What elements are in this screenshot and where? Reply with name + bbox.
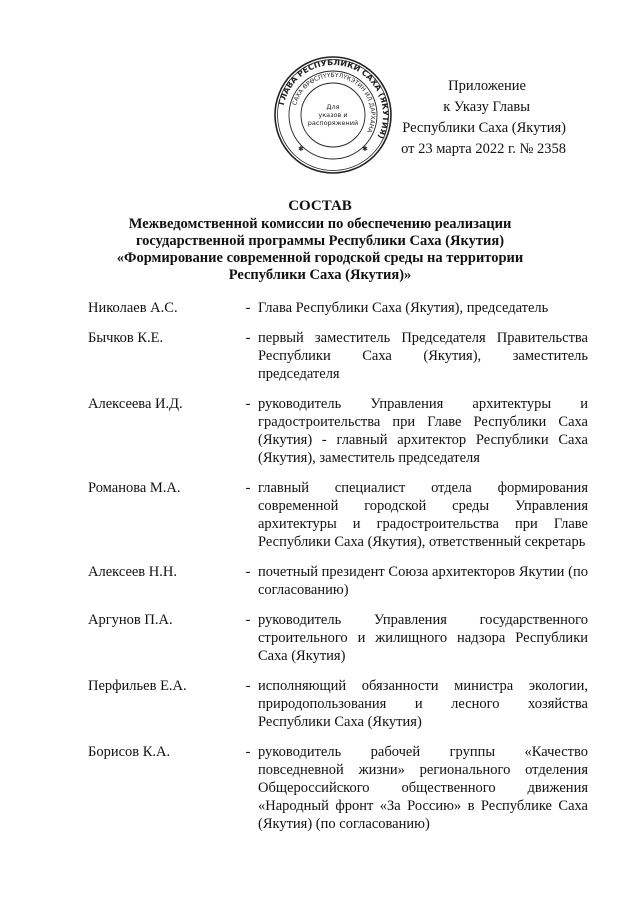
seal-star-icon: ✱ (298, 145, 304, 153)
title-line-4: Республики Саха (Якутия)» (228, 267, 412, 283)
member-dash: - (245, 300, 251, 316)
member-row (88, 743, 588, 833)
member-row (88, 479, 588, 551)
member-name: Николаев А.С. (88, 300, 178, 316)
title-line-3: «Формирование современной городской среды на территории (116, 250, 524, 266)
seal-inner-text: САХА ӨРӨСПҮҮБҮЛҮКЭТИН ИЛ ДАРХАНА (291, 71, 377, 134)
document-title (90, 198, 550, 284)
appendix-date-line: от 23 марта 2022 г. № 2358 (401, 141, 566, 157)
member-name: Алексеев Н.Н. (88, 564, 177, 580)
member-name: Алексеева И.Д. (88, 396, 183, 412)
member-role: почетный президент Союза архитекторов Якутии (по согласованию) (258, 564, 588, 598)
member-dash: - (245, 564, 251, 580)
member-row (88, 329, 588, 383)
seal-center-line-3: распоряжений (307, 119, 359, 127)
member-dash: - (245, 678, 251, 694)
member-role: руководитель рабочей группы «Качество повседневной жизни» регионального отделения Общероссийского общественного движения «Народный фронт «За Россию» в Республике Саха (Якутия) (по согласованию) (258, 744, 588, 832)
member-dash: - (245, 396, 251, 412)
seal-center-line-1: Для (326, 103, 340, 111)
member-dash: - (245, 480, 251, 496)
member-row (88, 611, 588, 665)
member-row (88, 677, 588, 731)
members-list (88, 299, 588, 845)
member-row (88, 563, 588, 599)
title-line-2: государственной программы Республики Саха (Якутия) (135, 233, 505, 249)
appendix-label: Приложение (448, 78, 526, 94)
seal-center-line-2: указов и (318, 111, 348, 119)
appendix-block (346, 76, 566, 160)
member-row (88, 299, 588, 317)
seal-star-icon: ✱ (362, 145, 368, 153)
member-dash: - (245, 744, 251, 760)
title-line-1: Межведомственной комиссии по обеспечению реализации (128, 216, 512, 232)
member-name: Аргунов П.А. (88, 612, 173, 628)
member-dash: - (245, 612, 251, 628)
member-name: Бычков К.Е. (88, 330, 164, 346)
appendix-republic-line: Республики Саха (Якутия) (402, 120, 566, 136)
title-heading: СОСТАВ (288, 198, 352, 214)
member-name: Борисов К.А. (88, 744, 171, 760)
member-row (88, 395, 588, 467)
member-role: исполняющий обязанности министра экологии, природопользования и лесного хозяйства Республики Саха (Якутия) (258, 678, 588, 730)
member-role: первый заместитель Председателя Правительства Республики Саха (Якутия), заместитель председателя (258, 330, 588, 382)
member-name: Перфильев Е.А. (88, 678, 187, 694)
member-role: руководитель Управления государственного строительного и жилищного надзора Республики Саха (Якутия) (258, 612, 588, 664)
member-dash: - (245, 330, 251, 346)
member-role: руководитель Управления архитектуры и градостроительства при Главе Республики Саха (Якутия) - главный архитектор Республики Саха (Якутия), заместитель председателя (258, 396, 588, 466)
appendix-decree-line: к Указу Главы (443, 99, 530, 115)
member-role: Глава Республики Саха (Якутия), председатель (258, 300, 549, 316)
seal-outer-text: ГЛАВА РЕСПУБЛИКИ САХА (ЯКУТИЯ) (277, 57, 391, 141)
member-role: главный специалист отдела формирования современной городской среды Управления архитектуры и градостроительства при Главе Республики Саха (Якутия), ответственный секретарь (258, 480, 588, 550)
member-name: Романова М.А. (88, 480, 181, 496)
